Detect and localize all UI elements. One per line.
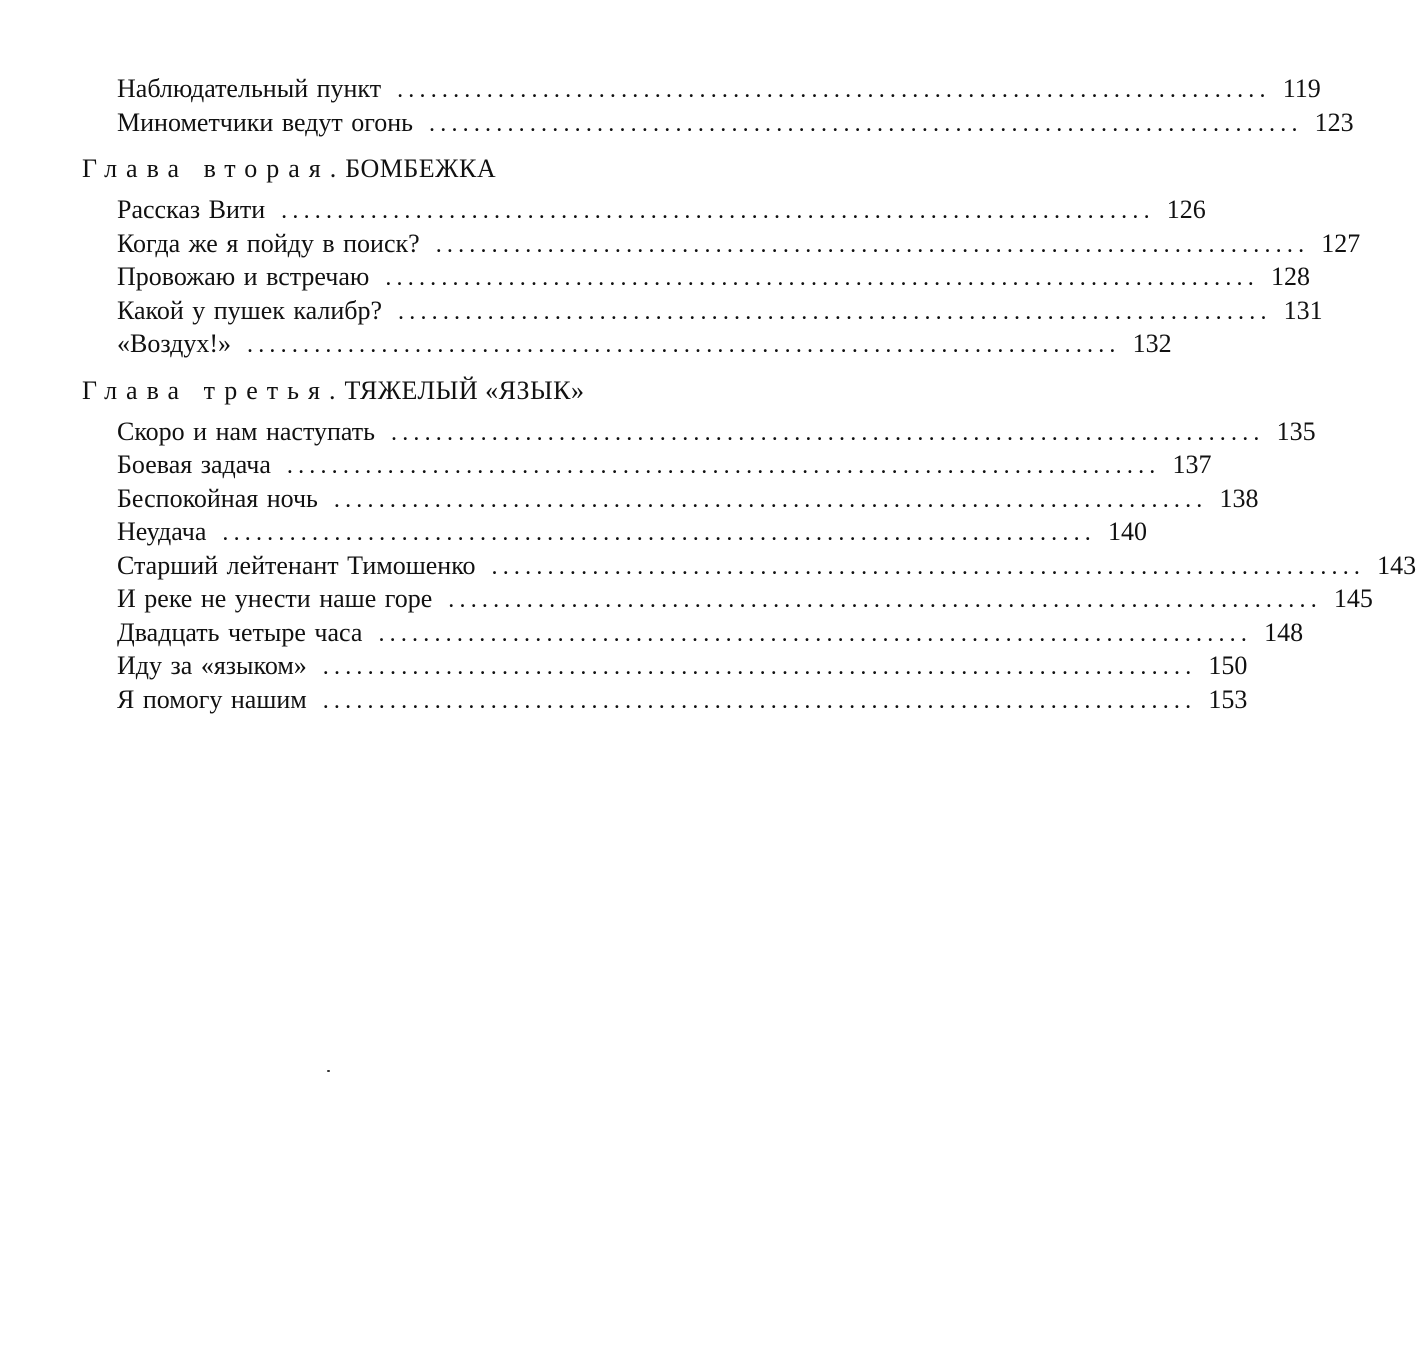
toc-entry [117, 260, 1310, 294]
toc-entry [117, 582, 1373, 616]
entry-title: Провожаю и встречаю [117, 262, 370, 291]
chapter-label: Глава вторая. [82, 154, 346, 183]
entry-page-number: 135 [1276, 416, 1316, 446]
entry-title: Двадцать четыре часа [117, 617, 363, 647]
toc-entry [117, 482, 1259, 516]
entry-title: Наблюдательный пункт [117, 74, 382, 103]
toc-entry [117, 415, 1316, 449]
entry-page-number: 148 [1264, 617, 1304, 647]
toc-entry [117, 515, 1147, 549]
entry-page-number: 128 [1270, 262, 1310, 291]
leader-dots: .............................................................................. [397, 77, 1271, 103]
toc-section-continued [82, 72, 1354, 139]
entry-title: Я помогу нашим [117, 684, 307, 714]
entry-title: Скоро и нам наступать [117, 416, 375, 446]
leader-dots: .............................................................................. [448, 587, 1322, 613]
leader-dots: .............................................................................. [385, 265, 1259, 291]
entry-page-number: 143 [1377, 550, 1416, 580]
leader-dots: .............................................................................. [391, 419, 1265, 446]
toc-entry [117, 616, 1304, 650]
toc-entry [117, 549, 1416, 583]
toc-entry [117, 649, 1248, 683]
entry-page-number: 153 [1208, 684, 1248, 714]
leader-dots: .............................................................................. [281, 198, 1155, 224]
entry-page-number: 127 [1321, 228, 1361, 258]
entry-title: Беспокойная ночь [117, 483, 318, 513]
print-speck [327, 1070, 330, 1072]
entry-title: Старший лейтенант Тимошенко [117, 550, 476, 580]
leader-dots: .............................................................................. [322, 654, 1197, 680]
leader-dots: .............................................................................. [435, 231, 1310, 258]
entry-page-number: 131 [1283, 295, 1323, 325]
toc-entry [117, 193, 1206, 227]
table-of-contents [82, 72, 1416, 716]
toc-entry [117, 72, 1321, 106]
entry-page-number: 137 [1172, 450, 1212, 479]
entry-page-number: 123 [1314, 107, 1354, 137]
leader-dots: .............................................................................. [429, 110, 1303, 137]
toc-entry [117, 683, 1248, 717]
entry-page-number: 119 [1282, 74, 1321, 103]
entry-title: Когда же я пойду в поиск? [117, 228, 420, 258]
chapter-name: БОМБЕЖКА [345, 154, 497, 183]
chapter-entries [82, 415, 1416, 717]
leader-dots: .............................................................................. [247, 332, 1121, 358]
entry-title: Минометчики ведут огонь [117, 107, 414, 137]
leader-dots: .............................................................................. [286, 453, 1161, 479]
entry-page-number: 145 [1333, 584, 1373, 613]
toc-entry [117, 106, 1354, 140]
entry-title: Неудача [117, 517, 207, 546]
entry-title: Иду за «языком» [117, 651, 307, 680]
entry-title: И реке не унести наше горе [117, 584, 433, 613]
chapter-heading [82, 373, 852, 409]
entry-page-number: 140 [1107, 517, 1147, 546]
entry-title: Боевая задача [117, 450, 271, 479]
entry-page-number: 150 [1208, 651, 1248, 680]
chapter-label: Глава третья. [82, 375, 345, 405]
entry-page-number: 138 [1219, 483, 1259, 513]
entry-title: «Воздух!» [117, 329, 232, 358]
leader-dots: .............................................................................. [222, 520, 1096, 546]
leader-dots: .............................................................................. [398, 298, 1272, 325]
leader-dots: .............................................................................. [378, 620, 1253, 647]
entry-title: Какой у пушек калибр? [117, 295, 383, 325]
leader-dots: .............................................................................. [322, 687, 1197, 714]
toc-entry [117, 294, 1323, 328]
chapter-name: ТЯЖЕЛЫЙ «ЯЗЫК» [344, 375, 585, 405]
toc-entry [117, 227, 1361, 261]
chapter-heading [82, 151, 852, 187]
chapter-entries [82, 193, 1361, 361]
toc-entry [117, 327, 1172, 361]
toc-entry [117, 448, 1212, 482]
entry-page-number: 126 [1166, 195, 1206, 224]
leader-dots: .............................................................................. [333, 486, 1208, 513]
entry-title: Рассказ Вити [117, 195, 266, 224]
entry-page-number: 132 [1132, 329, 1172, 358]
leader-dots: .............................................................................. [491, 553, 1366, 580]
